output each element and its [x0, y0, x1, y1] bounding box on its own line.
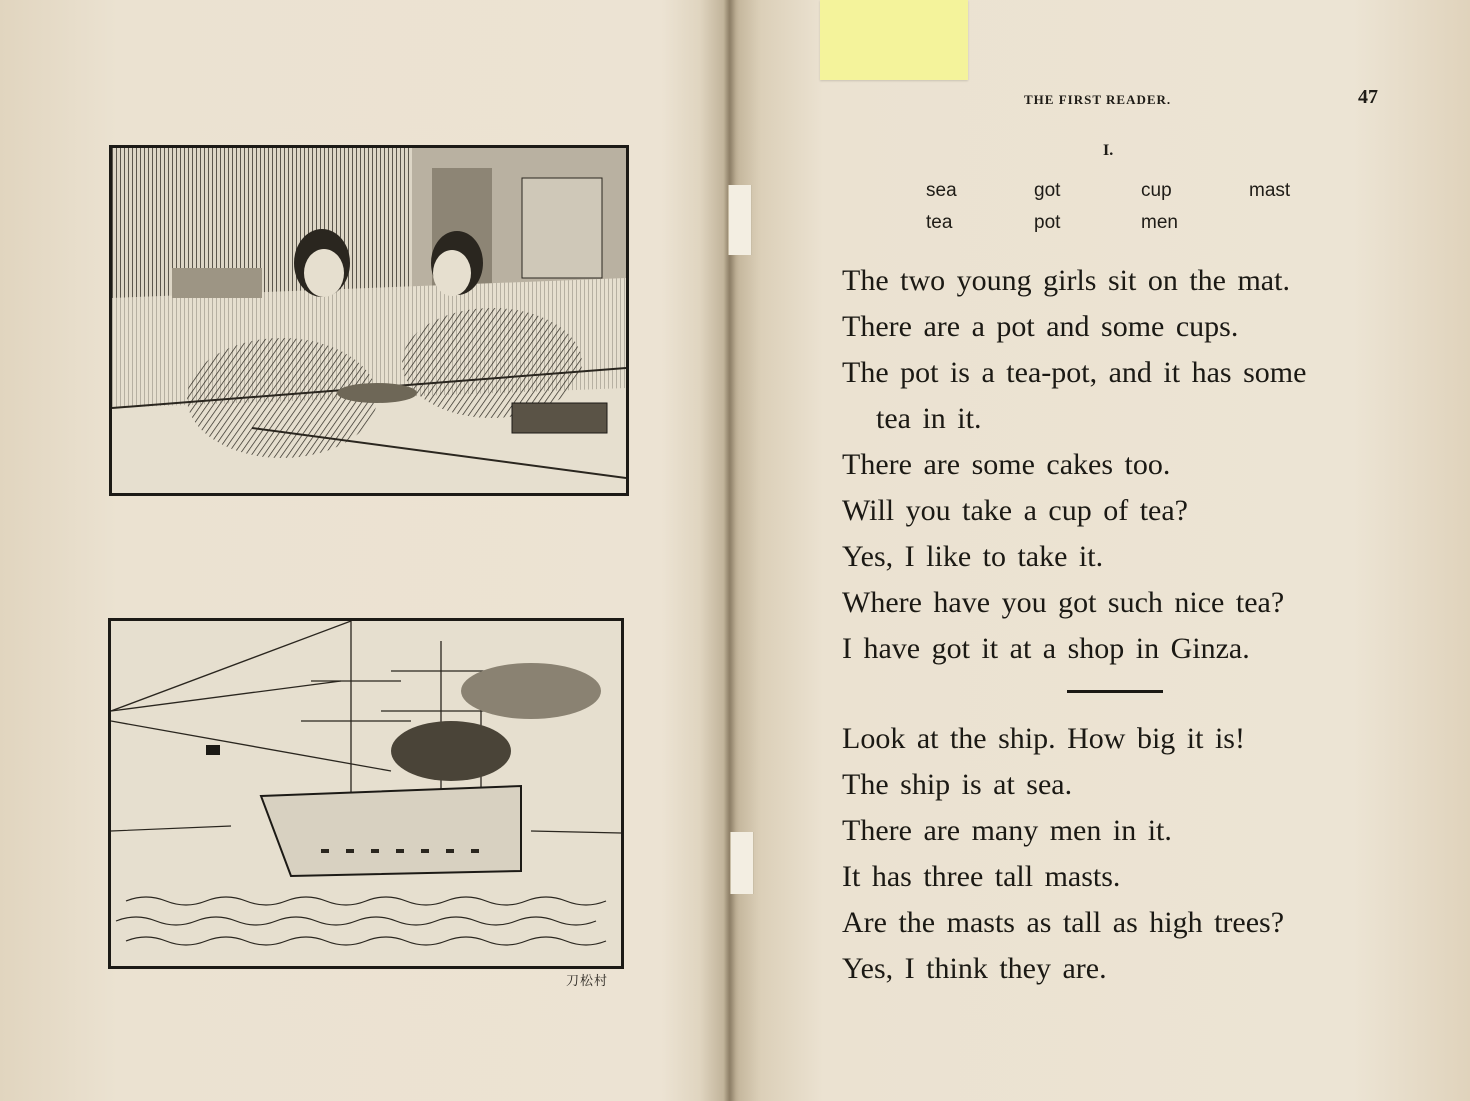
vocab-word: tea [926, 212, 953, 233]
text-line: The pot is a tea-pot, and it has some [842, 356, 1307, 389]
vocab-word: men [1141, 212, 1178, 233]
reading-passage-ship [842, 720, 1402, 996]
section-divider [1067, 690, 1163, 693]
reading-passage-tea [842, 262, 1402, 676]
vocab-word: cup [1141, 180, 1172, 201]
text-line: Are the masts as tall as high trees? [842, 906, 1285, 939]
vocab-word: sea [926, 180, 957, 201]
text-line: The ship is at sea. [842, 768, 1073, 801]
text-line: The two young girls sit on the mat. [842, 264, 1290, 297]
text-line: Look at the ship. How big it is! [842, 722, 1245, 755]
text-line: Yes, I like to take it. [842, 540, 1104, 573]
text-line: Where have you got such nice tea? [842, 586, 1285, 619]
text-line: I have got it at a shop in Ginza. [842, 632, 1250, 665]
text-line: It has three tall masts. [842, 860, 1121, 893]
vocabulary-list [926, 180, 1346, 234]
vocab-word [1249, 212, 1346, 234]
text-line: Yes, I think they are. [842, 952, 1107, 985]
text-line: tea in it. [876, 402, 982, 435]
vocab-word: got [1034, 180, 1061, 201]
tea-party-illustration [109, 145, 629, 496]
ship-illustration [108, 618, 624, 969]
tea-party-engraving-icon [112, 148, 626, 493]
engraver-signature: 刀松村 [566, 974, 609, 989]
vocab-word: mast [1249, 180, 1291, 201]
vocab-word: pot [1034, 212, 1061, 233]
text-line: Will you take a cup of tea? [842, 494, 1188, 527]
steamship-engraving-icon [111, 621, 621, 966]
page-number: 47 [1358, 86, 1378, 108]
text-line: There are some cakes too. [842, 448, 1171, 481]
running-head: THE FIRST READER. [1024, 92, 1172, 107]
text-line: There are many men in it. [842, 814, 1172, 847]
section-number: I. [1103, 142, 1114, 159]
text-line: There are a pot and some cups. [842, 310, 1239, 343]
